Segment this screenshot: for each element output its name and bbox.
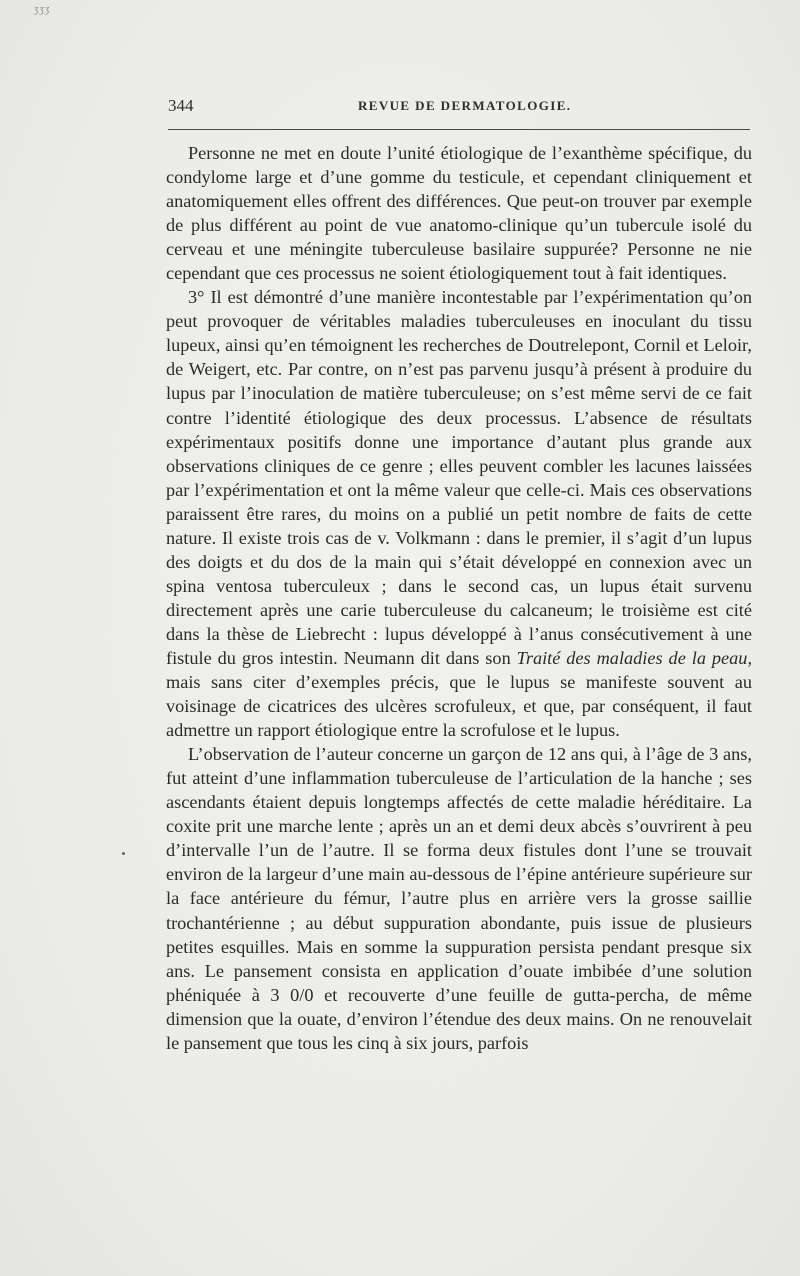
paragraph-2 xyxy=(166,285,752,742)
paragraph-3 xyxy=(166,742,752,1055)
body-text xyxy=(166,141,752,1055)
book-title-italic: Traité des maladies de la peau, xyxy=(516,647,753,668)
running-title: REVUE DE DERMATOLOGIE. xyxy=(358,98,572,113)
paragraph-1-text: Personne ne met en doute l’unité étiologique de l’exanthème spécifique, du condylome large et d’une gomme du testicule, et cependant cliniquement et anatomiquement elles offrent des différences. Que peut-on trouver par exemple de plus différent au point de vue anatomo-clinique qu’un tubercule isolé du cerveau et une méningite tuberculeuse basilaire suppurée? Personne ne nie cependant que ces processus ne soient étiologiquement tout à fait identiques. xyxy=(166,143,752,284)
paragraph-2-text: 3° Il est démontré d’une manière incontestable par l’expérimentation qu’on peut provoquer de véritables maladies tuberculeuses en inoculant du tissu lupeux, ainsi qu’en témoignent les recherches de Doutrelepont, Cornil et Leloir, de Weigert, etc. Par contre, on n’est pas parvenu jusqu’à présent à produire du lupus par l’inoculation de matière tuberculeuse; on s’est même servi de ce fait contre l’identité étiologique des deux processus. L’absence de résultats expérimentaux positifs donne une importance d’autant plus grande aux observations cliniques de ce genre ; elles peuvent combler les lacunes laissées par l’expérimentation et ont la même valeur que celle-ci. Mais ces observations paraissent être rares, du moins on a publié un petit nombre de faits de cette nature. Il existe trois cas de v. Volkmann : dans le premier, il s’agit d’un lupus des doigts et du dos de la main qui s’était développé en connexion avec un spina ventosa tuberculeux ; dans le second cas, un lupus était survenu directement après une carie tuberculeuse du calcaneum; le troisième est cité dans la thèse de Liebrecht : lupus développé à l’anus consécutivement à une fistule du gros intestin. Neumann dit dans son xyxy=(166,287,752,668)
paragraph-2-text-after: mais sans citer d’exemples précis, que le lupus se manifeste souvent au voisinage de cicatrices des ulcères scrofuleux, et que, par conséquent, il faut admettre un rapport étiologique entre la scrofulose et le lupus. xyxy=(166,672,752,741)
margin-mark xyxy=(122,852,125,855)
paragraph-3-text: L’observation de l’auteur concerne un garçon de 12 ans qui, à l’âge de 3 ans, fut atteint d’une inflammation tuberculeuse de l’articulation de la hanche ; ses ascendants étaient depuis longtemps affectés de cette maladie héréditaire. La coxite prit une marche lente ; après un an et demi deux abcès s’ouvrirent à peu d’intervalle l’un de l’autre. Il se forma deux fistules dont l’une se trouvait environ de la largeur d’une main au-dessous de l’épine antérieure supérieure sur la face antérieure du fémur, l’autre plus en arrière vers la grosse saillie trochantérienne ; au début suppuration abondante, puis issue de plusieurs petites esquilles. Mais en somme la suppuration persista pendant presque six ans. Le pansement consista en application d’ouate imbibée d’une solution phéniquée à 3 0/0 et recouverte d’une feuille de gutta-percha, de même dimension que la ouate, d’environ l’étendue des deux mains. On ne renouvelait le pansement que tous les cinq à six jours, parfois xyxy=(166,744,752,1053)
paragraph-1 xyxy=(166,141,752,285)
margin-scribble: ʒʒʒ xyxy=(34,4,51,15)
header-rule xyxy=(168,129,750,130)
page-header xyxy=(168,96,750,120)
page-number: 344 xyxy=(168,96,194,115)
